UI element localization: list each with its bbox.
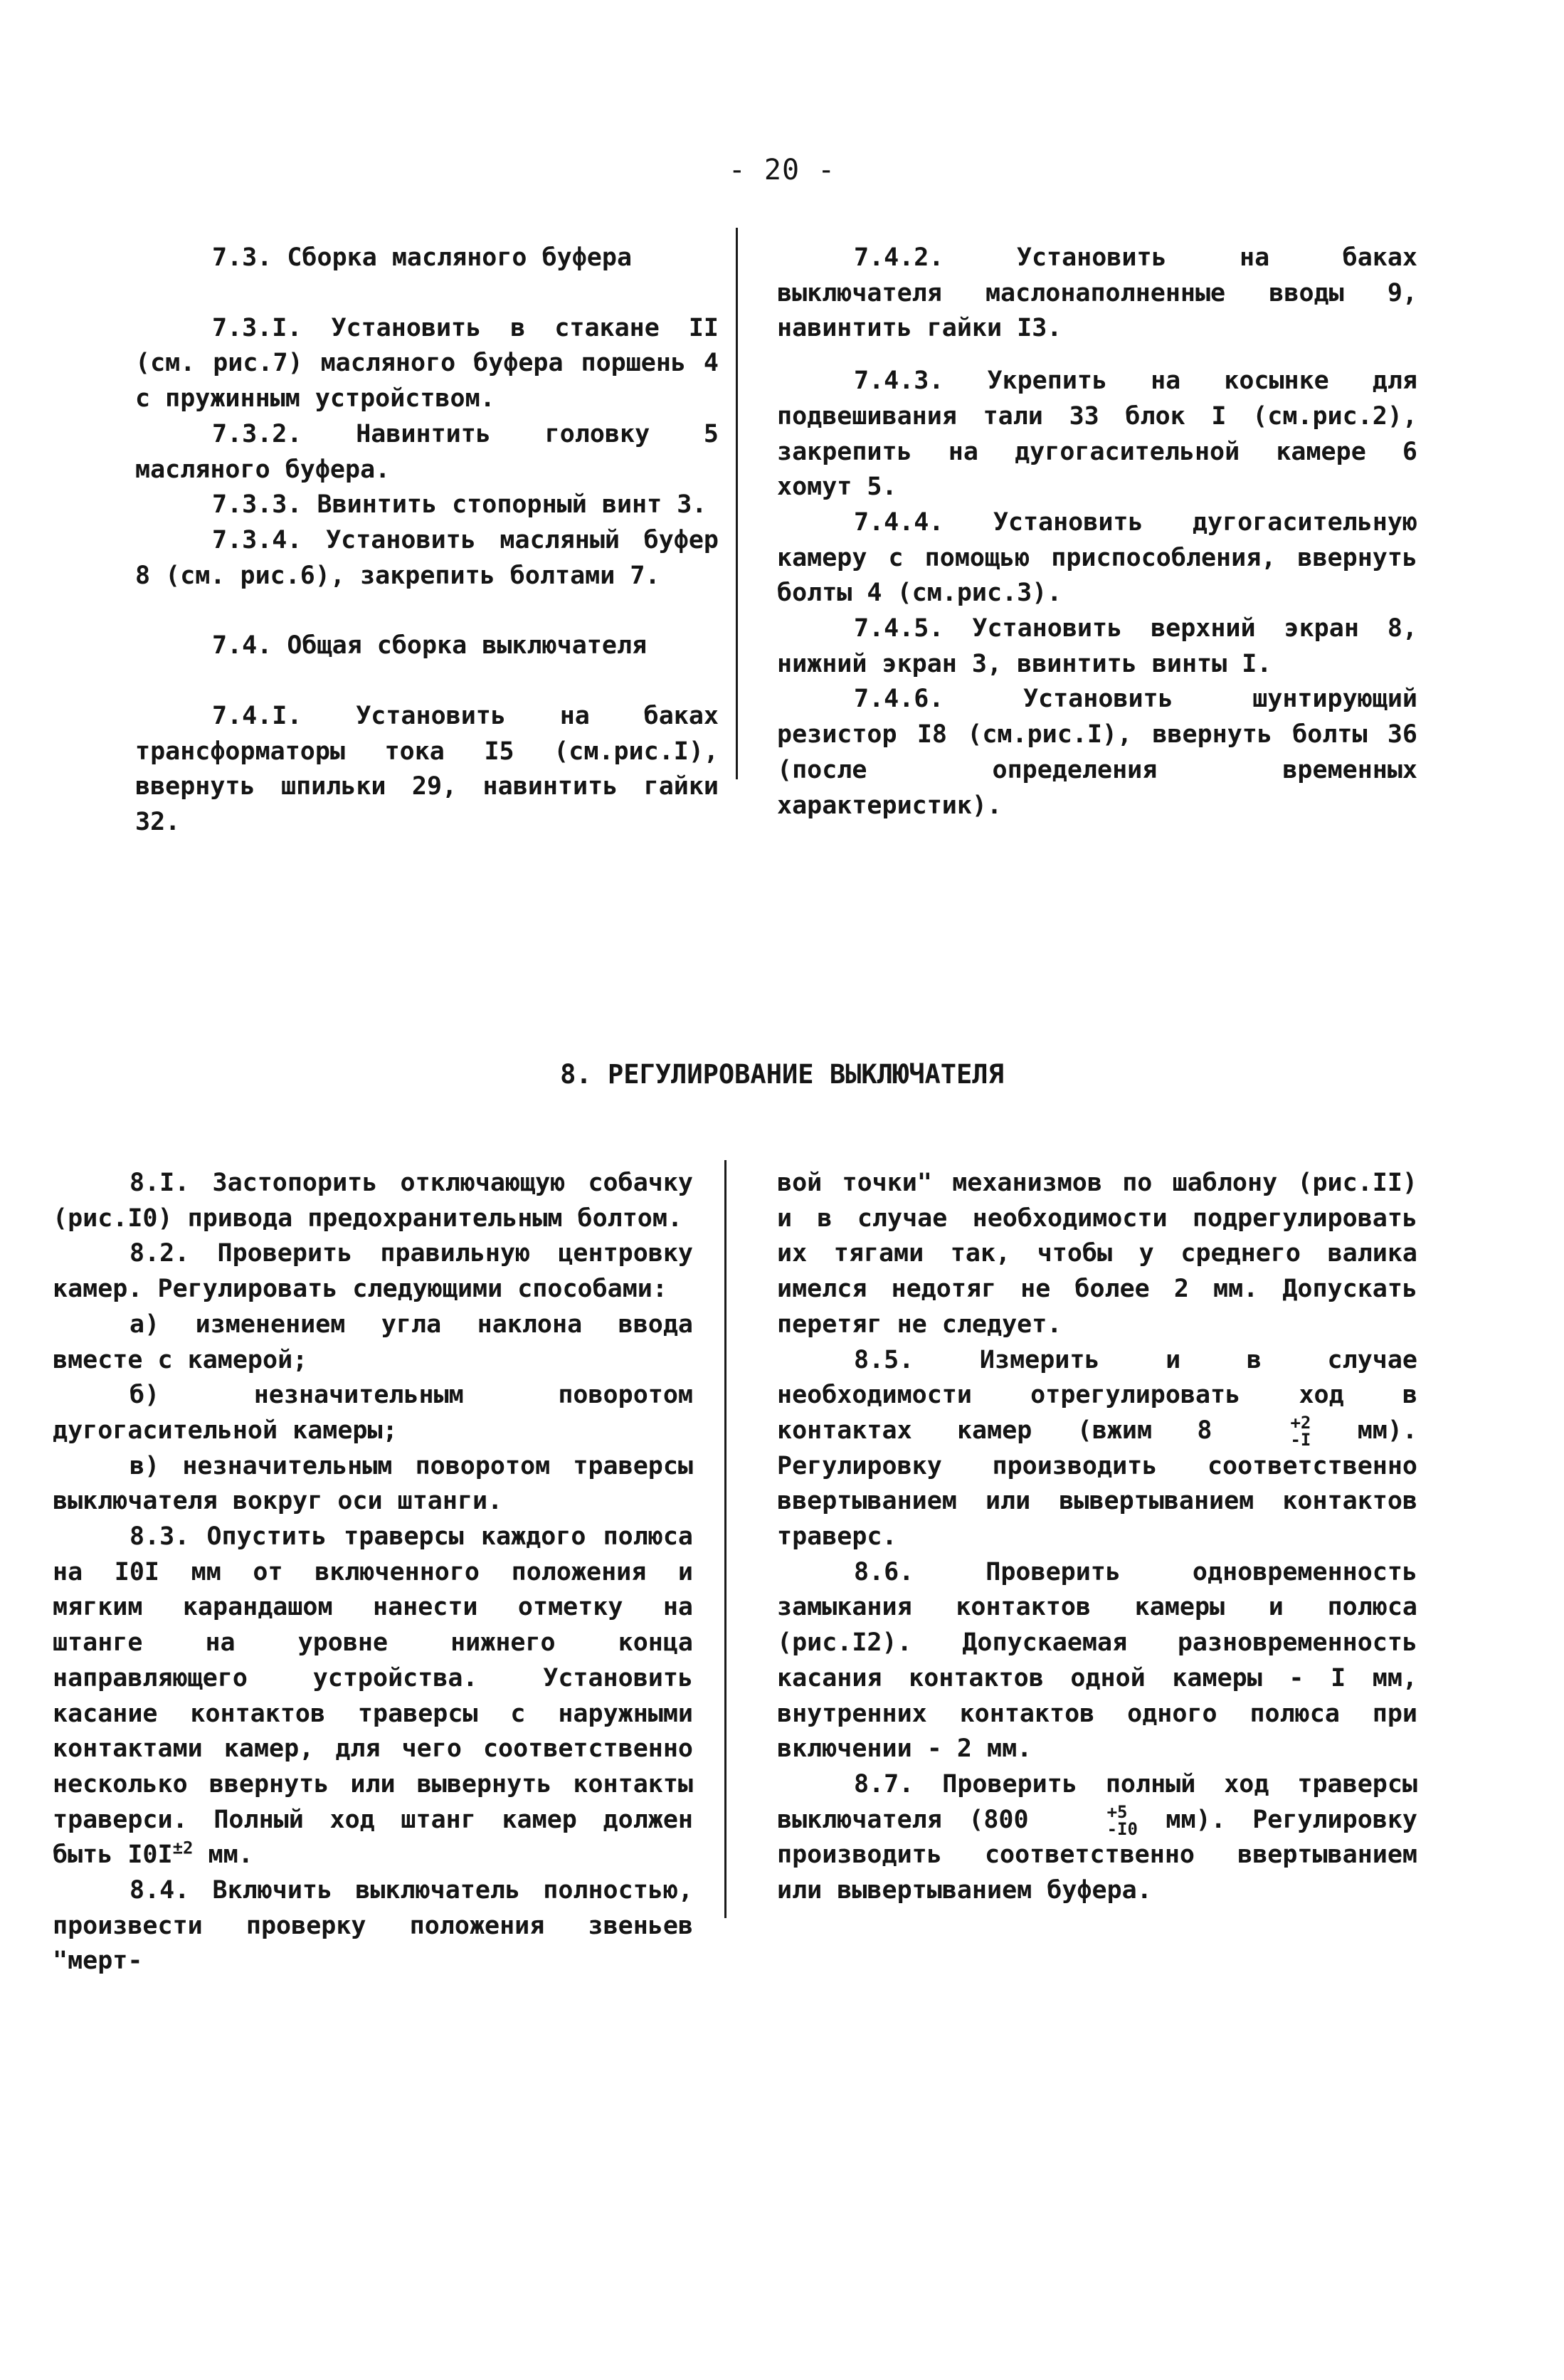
paragraph-8-6: 8.6. Проверить одновременность замыкания контактов камеры и полюса (рис.I2). Допускаемая разновременность касания контактов одной камеры - I мм, внутренних контактов одного полюса при включении - 2 мм. bbox=[777, 1557, 1417, 1764]
tolerance-101: ±2 bbox=[172, 1838, 194, 1858]
paragraph-8-2: 8.2. Проверить правильную центровку камер. Регулировать следующими способами: bbox=[53, 1239, 693, 1304]
paragraph-8-7-text-a: 8.7. Проверить полный ход траверсы выключателя (800 bbox=[777, 1769, 1417, 1834]
paragraph-7-4-2: 7.4.2. Установить на баках выключателя маслонаполненные вводы 9, навинтить гайки I3. bbox=[777, 243, 1417, 343]
paragraph-7-3-3: 7.3.3. Ввинтить стопорный винт 3. bbox=[212, 490, 707, 520]
paragraph-7-4-6: 7.4.6. Установить шунтирующий резистор I8 (см.рис.I), ввернуть болты 36 (после определения временных характеристик). bbox=[777, 685, 1417, 820]
upper-left-column bbox=[135, 241, 719, 841]
paragraph-8-5 bbox=[777, 1343, 1417, 1555]
lower-left-column bbox=[53, 1166, 693, 1979]
lower-right-column bbox=[777, 1166, 1417, 1909]
upper-right-column bbox=[777, 241, 1417, 823]
paragraph-8-4: 8.4. Включить выключатель полностью, произвести проверку положения звеньев "мерт- bbox=[53, 1876, 693, 1976]
paragraph-8-3-unit: мм. bbox=[193, 1841, 253, 1870]
paragraph-7-4-5: 7.4.5. Установить верхний экран 8, нижний экран 3, ввинтить винты I. bbox=[777, 614, 1417, 678]
lower-column-divider bbox=[724, 1160, 726, 1918]
paragraph-7-4-1: 7.4.I. Установить на баках трансформаторы тока I5 (см.рис.I), ввернуть шпильки 29, навинтить гайки 32. bbox=[135, 702, 719, 837]
section-8-title: 8. РЕГУЛИРОВАНИЕ ВЫКЛЮЧАТЕЛЯ bbox=[560, 1059, 1004, 1090]
section-7-4-title: 7.4. Общая сборка выключателя bbox=[212, 631, 648, 660]
paragraph-8-7 bbox=[777, 1767, 1417, 1909]
tolerance-800-upper: +5 bbox=[1106, 1801, 1128, 1822]
paragraph-8-2-b: б) незначительным поворотом дугогасительной камеры; bbox=[53, 1381, 693, 1445]
paragraph-8-1: 8.I. Застопорить отключающую собачку (рис.I0) привода предохранительным болтом. bbox=[53, 1169, 693, 1233]
paragraph-7-3-4: 7.3.4. Установить масляный буфер 8 (см. рис.6), закрепить болтами 7. bbox=[135, 525, 719, 590]
paragraph-7-4-4: 7.4.4. Установить дугогасительную камеру с помощью приспособления, ввернуть болты 4 (см.рис.3). bbox=[777, 507, 1417, 608]
paragraph-7-3-2: 7.3.2. Навинтить головку 5 масляного буфера. bbox=[135, 419, 719, 484]
paragraph-8-2-a: а) изменением угла наклона ввода вместе с камерой; bbox=[53, 1310, 693, 1374]
paragraph-8-7-text-b: мм). Регулировку производить соответственно ввертыванием или вывертыванием буфера. bbox=[777, 1805, 1417, 1905]
paragraph-7-3-1: 7.3.I. Установить в стакане II (см. рис.7) масляного буфера поршень 4 с пружинным устройством. bbox=[135, 313, 719, 414]
tolerance-800 bbox=[1030, 1801, 1138, 1839]
section-7-3-title: 7.3. Сборка масляного буфера bbox=[212, 243, 633, 272]
tolerance-8 bbox=[1213, 1414, 1311, 1448]
paragraph-8-5-text-a: 8.5. Измерить и в случае необходимости отрегулировать ход в контактах камер (вжим 8 bbox=[777, 1345, 1417, 1445]
paragraph-8-3-text: 8.3. Опустить траверсы каждого полюса на I0I мм от включенного положения и мягким карандашом нанести отметку на штанге на уровне нижнего конца направляющего устройства. Установить касание контактов траверсы с наружными контактами камер, для чего соответственно несколько ввернуть или вывернуть контакты траверси. Полный ход штанг камер должен быть I0I bbox=[53, 1522, 693, 1870]
tolerance-800-lower: -I0 bbox=[1106, 1818, 1138, 1839]
tolerance-8-upper: +2 bbox=[1290, 1412, 1311, 1433]
tolerance-8-lower: -I bbox=[1290, 1429, 1311, 1450]
page-number: - 20 - bbox=[728, 154, 836, 186]
paragraph-8-3 bbox=[53, 1520, 693, 1873]
paragraph-7-4-3: 7.4.3. Укрепить на косынке для подвешивания тали 33 блок I (см.рис.2), закрепить на дугогасительной камере 6 хомут 5. bbox=[777, 367, 1417, 502]
paragraph-8-5-text-b: мм). Регулировку производить соответственно ввертыванием или вывертыванием контактов траверс. bbox=[777, 1416, 1418, 1552]
paragraph-8-2-c: в) незначительным поворотом траверсы выключателя вокруг оси штанги. bbox=[53, 1451, 693, 1516]
paragraph-8-4-continued: вой точки" механизмов по шаблону (рис.II) и в случае необходимости подрегулировать их тягами так, чтобы у среднего валика имелся недотяг не более 2 мм. Допускать перетяг не следует. bbox=[777, 1169, 1417, 1339]
upper-column-divider bbox=[736, 228, 738, 779]
